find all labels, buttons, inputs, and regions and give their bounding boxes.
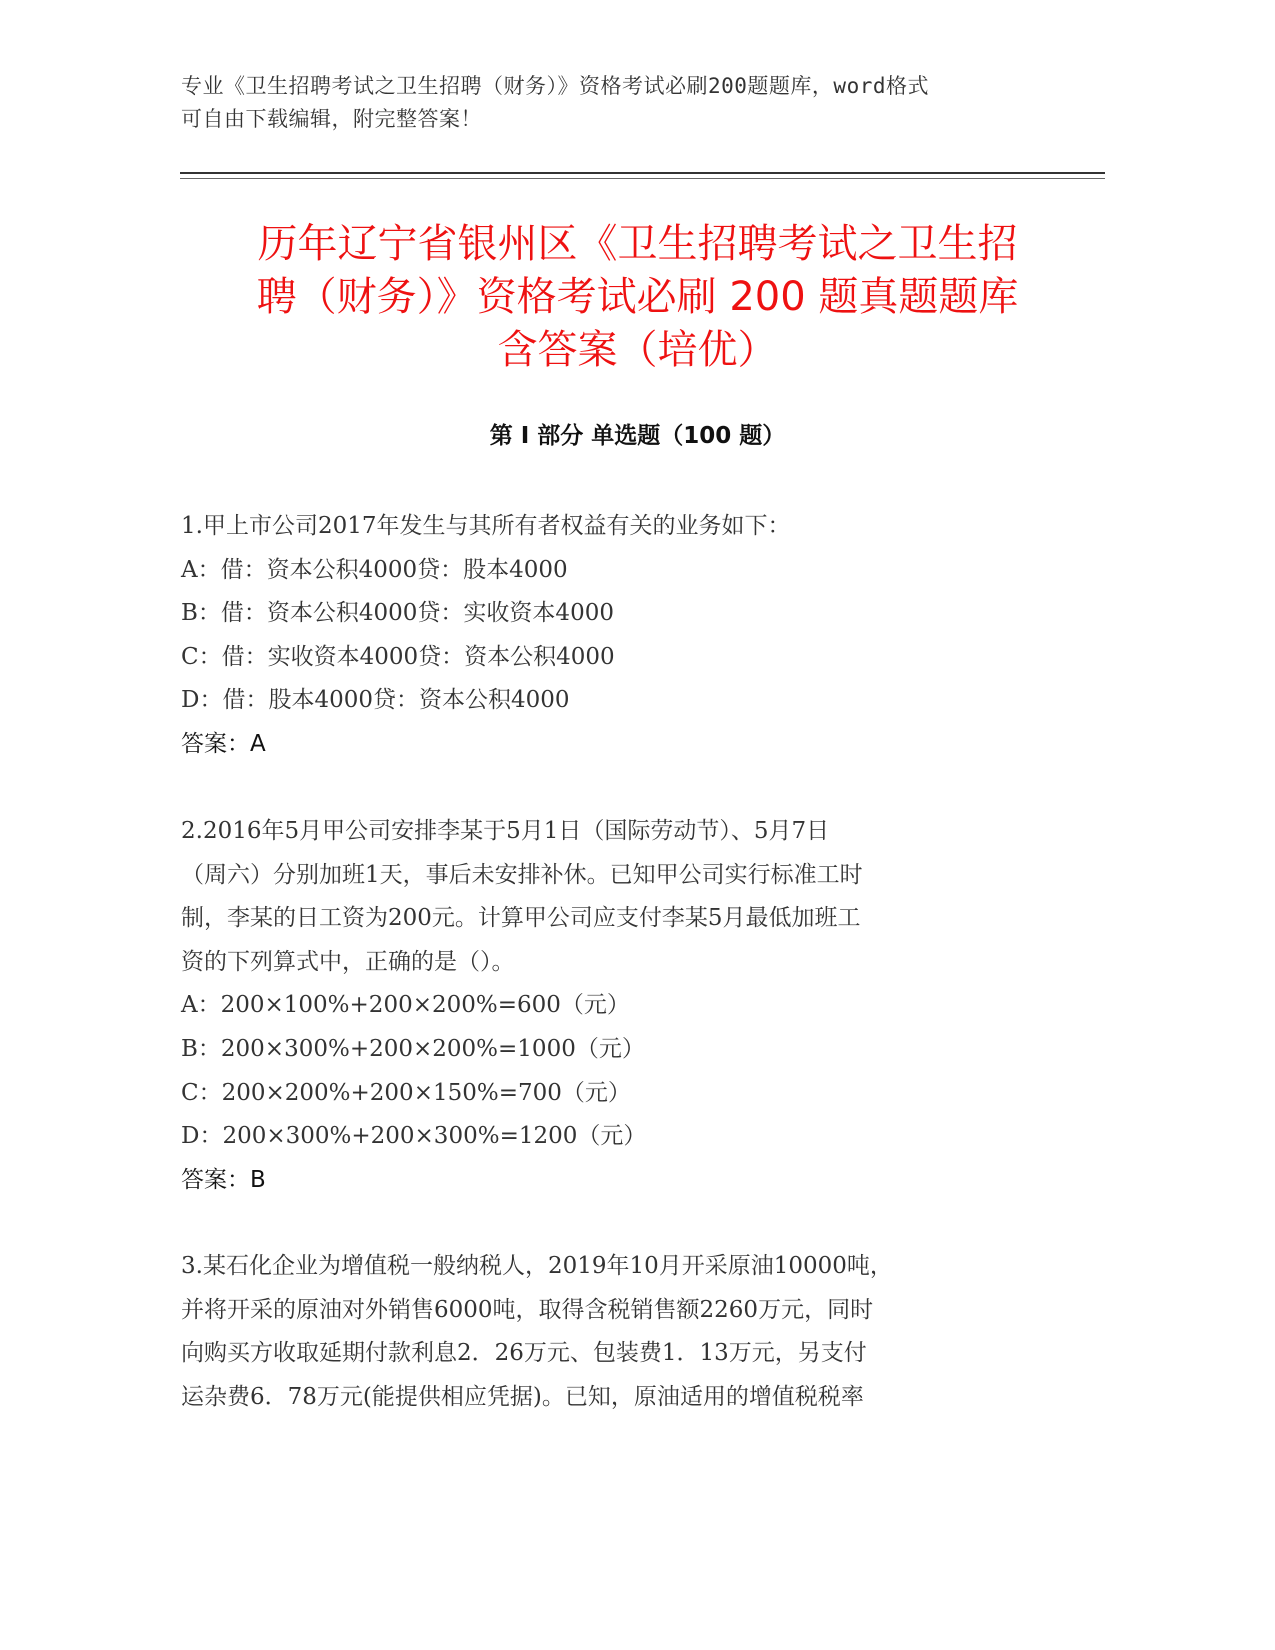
question-1 (181, 505, 1026, 767)
question-2 (181, 810, 1026, 1202)
option-c: C：借：实收资本4000贷：资本公积4000 (181, 643, 615, 670)
header-note-line-1: 专业《卫生招聘考试之卫生招聘（财务）》资格考试必刷200题题库，word格式 (181, 74, 929, 98)
option-a: A：借：资本公积4000贷：股本4000 (181, 556, 568, 583)
title-line-1: 历年辽宁省银州区《卫生招聘考试之卫生招 (257, 221, 1018, 267)
question-stem-line: 运杂费6．78万元(能提供相应凭据)。已知，原油适用的增值税税率 (181, 1383, 864, 1410)
option-d: D：200×300%+200×300%=1200（元） (181, 1123, 647, 1150)
question-stem-line: 资的下列算式中，正确的是（）。 (181, 948, 515, 975)
header-note-line-2: 可自由下载编辑，附完整答案！ (181, 107, 482, 131)
question-stem-line: 向购买方收取延期付款利息2．26万元、包装费1．13万元，另支付 (181, 1340, 867, 1367)
header-divider-thick (180, 172, 1105, 174)
question-stem-line: （周六）分别加班1天，事后未安排补休。已知甲公司实行标准工时 (181, 861, 863, 888)
header-divider-thin (180, 178, 1105, 179)
question-stem-line: 2.2016年5月甲公司安排李某于5月1日（国际劳动节）、5月7日 (181, 818, 830, 844)
option-b: B：200×300%+200×200%=1000（元） (181, 1035, 645, 1062)
question-stem-line: 1.甲上市公司2017年发生与其所有者权益有关的业务如下： (181, 513, 791, 539)
question-stem-line: 制，李某的日工资为200元。计算甲公司应支付李某5月最低加班工 (181, 905, 861, 932)
option-b: B：借：资本公积4000贷：实收资本4000 (181, 600, 614, 627)
option-c: C：200×200%+200×150%=700（元） (181, 1079, 631, 1106)
document-title (150, 218, 1125, 377)
section-title: 第 I 部分 单选题（100 题） (489, 423, 786, 449)
title-line-3: 含答案（培优） (497, 327, 778, 373)
option-a: A：200×100%+200×200%=600（元） (181, 992, 630, 1019)
question-3 (181, 1245, 1026, 1419)
question-stem-line: 3.某石化企业为增值税一般纳税人，2019年10月开采原油10000吨， (181, 1253, 893, 1279)
question-stem-line: 并将开采的原油对外销售6000吨，取得含税销售额2260万元，同时 (181, 1296, 874, 1323)
answer-line: 答案：A (181, 730, 266, 757)
option-d: D：借：股本4000贷：资本公积4000 (181, 687, 570, 714)
header-note (181, 70, 1041, 136)
title-line-2: 聘（财务）》资格考试必刷 200 题真题题库 (256, 274, 1019, 320)
answer-line: 答案：B (181, 1166, 266, 1193)
